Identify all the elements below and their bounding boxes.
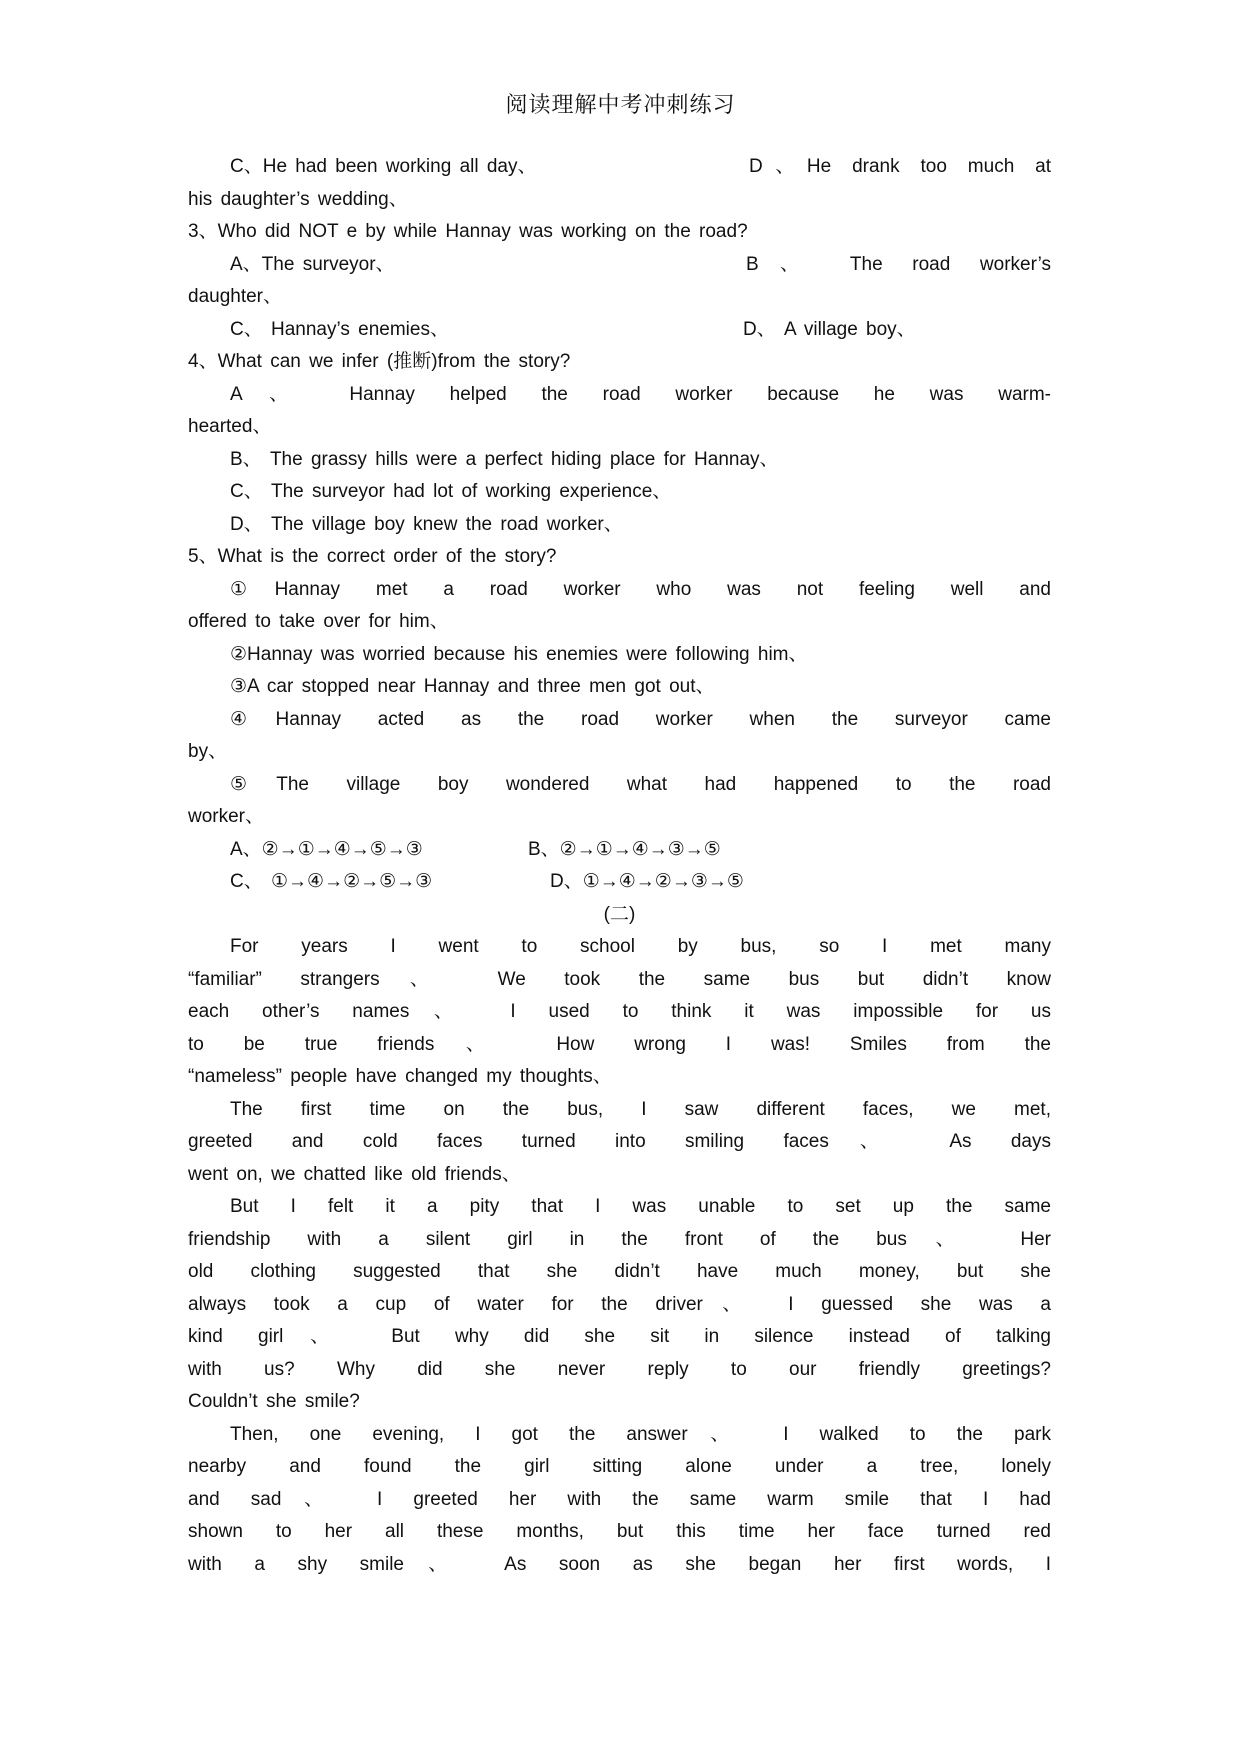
line-text: 4、What can we infer (推断)from the story? <box>188 351 571 372</box>
line-text: “familiar” strangers、 We took the same bus but didn’t know <box>188 968 1051 990</box>
text-line <box>188 574 1051 607</box>
line-text: daughter、 <box>188 286 283 307</box>
line-text: Couldn’t she smile? <box>188 1391 360 1412</box>
text-line <box>188 964 1051 997</box>
option-right: D、 A village boy、 <box>743 318 916 340</box>
text-line <box>188 1354 1051 1387</box>
line-text: each other’s names、 I used to think it was impossible for us <box>188 1001 1051 1022</box>
text-line <box>188 996 1051 1029</box>
line-text: nearby and found the girl sitting alone under a tree, lonely <box>188 1456 1051 1477</box>
line-text: with a shy smile、 As soon as she began her first words, I <box>188 1553 1051 1575</box>
text-line <box>188 1061 1051 1094</box>
line-text: The first time on the bus, I saw different faces, we met, <box>230 1098 1051 1120</box>
line-text: (二) <box>603 903 636 925</box>
line-text: hearted、 <box>188 416 272 437</box>
line-text: 3、Who did NOT e by while Hannay was working on the road? <box>188 221 748 242</box>
line-text: “nameless” people have changed my thoughts、 <box>188 1066 612 1087</box>
text-line <box>188 509 1051 542</box>
line-text: 5、What is the correct order of the story? <box>188 546 557 567</box>
line-text: went on, we chatted like old friends、 <box>188 1163 521 1185</box>
line-text: worker、 <box>188 806 265 827</box>
text-line <box>188 379 1051 412</box>
line-text: offered to take over for him、 <box>188 611 449 632</box>
text-line <box>188 1549 1051 1582</box>
text-line <box>188 151 1051 184</box>
text-line <box>188 1419 1051 1452</box>
option-right: D、He drank too much at <box>749 156 1051 177</box>
line-text: ②Hannay was worried because his enemies were following him、 <box>230 643 808 665</box>
text-line <box>188 1451 1051 1484</box>
text-line <box>188 1256 1051 1289</box>
text-line <box>188 411 1051 444</box>
text-line <box>188 249 1051 282</box>
option-left: C、He had been working all day、 <box>230 156 537 177</box>
text-line <box>188 1516 1051 1549</box>
line-text: friendship with a silent girl in the front of the bus、 Her <box>188 1228 1051 1250</box>
option-right: D、①→④→②→③→⑤ <box>550 871 744 892</box>
line-text: by、 <box>188 741 228 762</box>
document-body <box>188 151 1051 1581</box>
text-line <box>188 1159 1051 1192</box>
line-text: D、 The village boy knew the road worker、 <box>230 513 623 535</box>
text-line <box>188 801 1051 834</box>
text-line <box>188 1289 1051 1322</box>
line-text: ①Hannay met a road worker who was not feeling well and <box>230 578 1051 600</box>
text-line <box>188 834 1051 867</box>
option-left: C、 ①→④→②→⑤→③ <box>230 871 433 892</box>
text-line <box>188 216 1051 249</box>
text-line <box>188 1321 1051 1354</box>
text-line <box>188 1224 1051 1257</box>
line-text: to be true friends、 How wrong I was! Smiles from the <box>188 1033 1051 1055</box>
text-line <box>188 671 1051 704</box>
text-line <box>188 931 1051 964</box>
text-line <box>188 184 1051 217</box>
line-text: his daughter’s wedding、 <box>188 188 408 210</box>
line-text: old clothing suggested that she didn’t have much money, but she <box>188 1261 1051 1282</box>
text-line <box>188 281 1051 314</box>
section-heading <box>188 899 1051 932</box>
text-line <box>188 1029 1051 1062</box>
text-line <box>188 444 1051 477</box>
text-line <box>188 1386 1051 1419</box>
line-text: B、 The grassy hills were a perfect hiding place for Hannay、 <box>230 448 779 470</box>
text-line <box>188 769 1051 802</box>
option-right: B、 The road worker’s <box>746 253 1051 275</box>
option-right: B、②→①→④→③→⑤ <box>528 838 721 860</box>
page-title: 阅读理解中考冲刺练习 <box>505 93 736 118</box>
text-line <box>188 1126 1051 1159</box>
line-text: always took a cup of water for the driver、 I guessed she was a <box>188 1293 1051 1315</box>
text-line <box>188 1191 1051 1224</box>
line-text: But I felt it a pity that I was unable to set up the same <box>230 1196 1051 1217</box>
line-text: with us? Why did she never reply to our friendly greetings? <box>188 1358 1051 1380</box>
option-left: A、The surveyor、 <box>230 253 395 275</box>
text-line <box>188 736 1051 769</box>
option-left: C、 Hannay’s enemies、 <box>230 318 449 340</box>
text-line <box>188 541 1051 574</box>
line-text: ④Hannay acted as the road worker when the surveyor came <box>230 708 1051 730</box>
text-line <box>188 639 1051 672</box>
text-line <box>188 314 1051 347</box>
text-line <box>188 606 1051 639</box>
line-text: C、 The surveyor had lot of working experience、 <box>230 481 672 502</box>
line-text: ⑤The village boy wondered what had happened to the road <box>230 773 1051 795</box>
text-line <box>188 704 1051 737</box>
line-text: greeted and cold faces turned into smiling faces、 As days <box>188 1131 1051 1152</box>
text-line <box>188 1484 1051 1517</box>
text-line <box>188 866 1051 899</box>
line-text: kind girl、 But why did she sit in silence instead of talking <box>188 1326 1051 1347</box>
text-line <box>188 476 1051 509</box>
line-text: shown to her all these months, but this time her face turned red <box>188 1521 1051 1542</box>
text-line <box>188 346 1051 379</box>
option-left: A、②→①→④→⑤→③ <box>230 838 423 860</box>
text-line <box>188 1094 1051 1127</box>
line-text: For years I went to school by bus, so I met many <box>230 936 1051 957</box>
line-text: A、 Hannay helped the road worker because he was warm- <box>230 383 1051 405</box>
line-text: and sad、 I greeted her with the same warm smile that I had <box>188 1488 1051 1510</box>
line-text: Then, one evening, I got the answer、 I walked to the park <box>230 1423 1051 1445</box>
line-text: ③A car stopped near Hannay and three men got out、 <box>230 676 715 697</box>
